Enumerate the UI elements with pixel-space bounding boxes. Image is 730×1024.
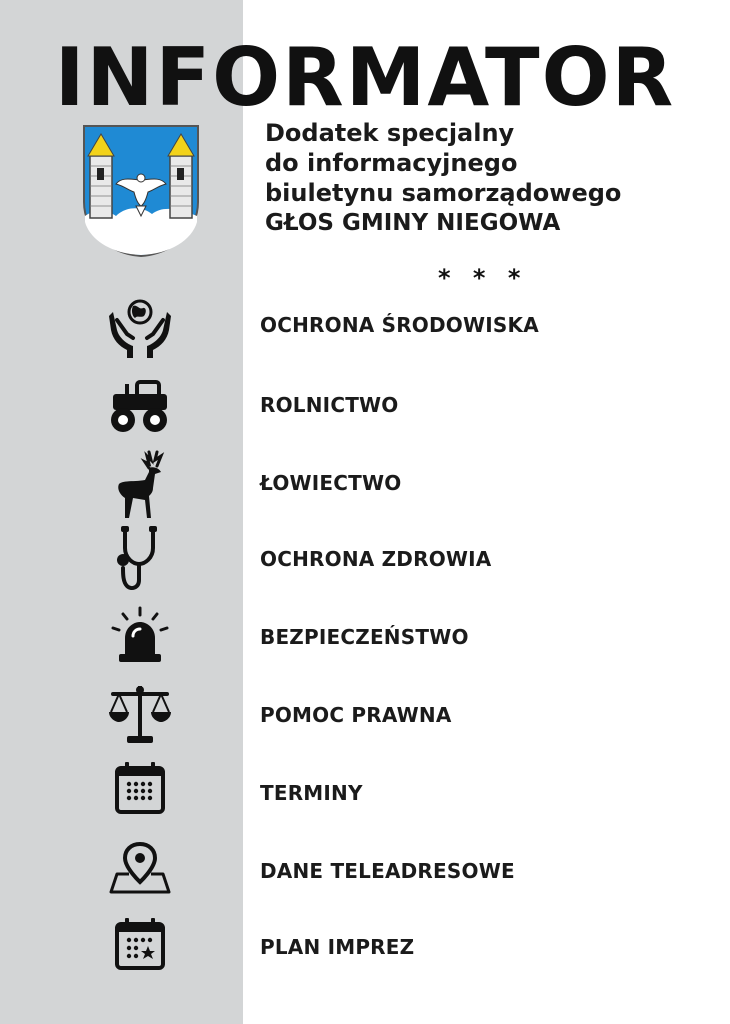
- siren-icon: [105, 602, 175, 672]
- calendar-icon: [105, 758, 175, 828]
- menu-item-dane-teleadresowe[interactable]: [0, 836, 730, 906]
- subtitle-line: Dodatek specjalny: [265, 119, 515, 147]
- calendar-star-icon: [105, 912, 175, 982]
- menu-item-plan-imprez[interactable]: [0, 912, 730, 982]
- subtitle-line: do informacyjnego: [265, 149, 518, 177]
- menu-item-rolnictwo[interactable]: [0, 370, 730, 440]
- subtitle-line-caps: GŁOS GMINY NIEGOWA: [265, 210, 561, 236]
- deer-icon: [105, 448, 175, 518]
- globe-in-hands-icon: [105, 290, 175, 360]
- menu-item-label: BEZPIECZEŃSTWO: [260, 625, 469, 649]
- menu-item-ochrona-zdrowia[interactable]: [0, 524, 730, 594]
- menu-item-label: POMOC PRAWNA: [260, 703, 452, 727]
- menu-item-label: ROLNICTWO: [260, 393, 399, 417]
- stethoscope-icon: [105, 524, 175, 594]
- menu-item-label: TERMINY: [260, 781, 363, 805]
- menu-item-ochrona-srodowiska[interactable]: [0, 290, 730, 360]
- menu-item-label: ŁOWIECTWO: [260, 471, 402, 495]
- menu-item-lowiectwo[interactable]: [0, 448, 730, 518]
- menu-item-terminy[interactable]: [0, 758, 730, 828]
- separator-stars: * * *: [438, 264, 528, 292]
- menu-item-label: OCHRONA ZDROWIA: [260, 547, 492, 571]
- menu-item-label: OCHRONA ŚRODOWISKA: [260, 313, 539, 337]
- menu-item-bezpieczenstwo[interactable]: [0, 602, 730, 672]
- scales-icon: [105, 680, 175, 750]
- subtitle-line: biuletynu samorządowego: [265, 179, 622, 207]
- menu-item-label: PLAN IMPREZ: [260, 935, 415, 959]
- map-pin-icon: [105, 836, 175, 906]
- menu-item-pomoc-prawna[interactable]: [0, 680, 730, 750]
- tractor-icon: [105, 370, 175, 440]
- menu-item-label: DANE TELEADRESOWE: [260, 859, 515, 883]
- page-title: INFORMATOR: [54, 31, 676, 124]
